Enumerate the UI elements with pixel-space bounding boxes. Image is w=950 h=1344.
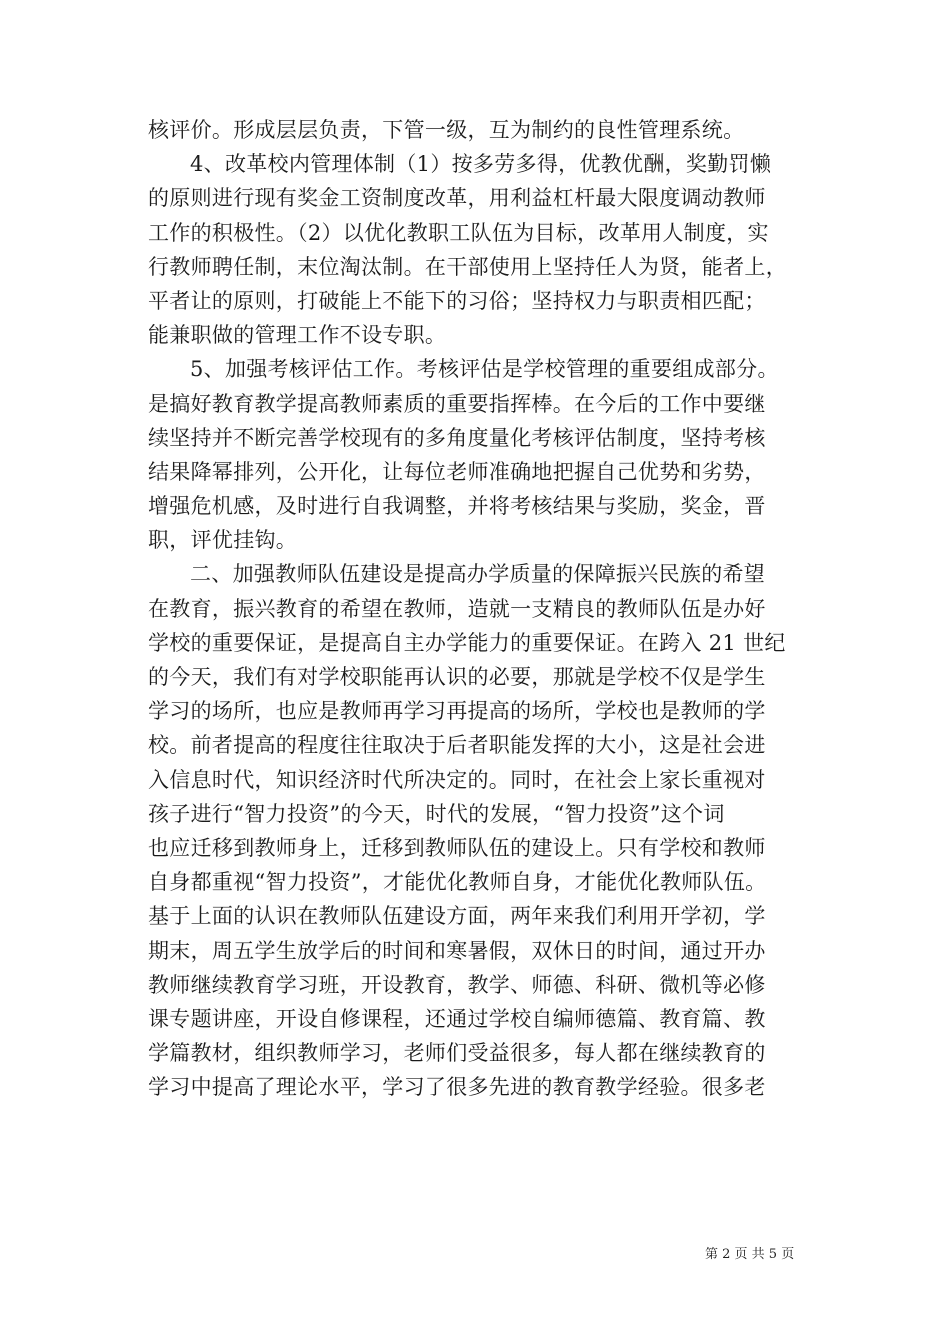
text-line: 职，评优挂钩。 (148, 528, 298, 553)
text-line: 学习中提高了理论水平，学习了很多先进的教育教学经验。很多老 (148, 1075, 766, 1100)
text-line: 基于上面的认识在教师队伍建设方面，两年来我们利用开学初，学 (148, 904, 766, 929)
text-line: 校。前者提高的程度往往取决于后者职能发挥的大小，这是社会进 (148, 733, 766, 758)
text-line: 4、改革校内管理体制（1）按多劳多得，优教优酬，奖勤罚懒 (190, 152, 772, 177)
text-line: 5、加强考核评估工作。考核评估是学校管理的重要组成部分。 (190, 357, 779, 382)
text-line: 平者让的原则，打破能上不能下的习俗；坚持权力与职责相匹配； (148, 288, 766, 313)
text-line: 教师继续教育学习班，开设教育，教学、师德、科研、微机等必修 (148, 972, 766, 997)
text-line: 是搞好教育教学提高教师素质的重要指挥棒。在今后的工作中要继 (148, 391, 766, 416)
page-number: 第 2 页 共 5 页 (705, 1247, 795, 1262)
text-line: 也应迁移到教师身上，迁移到教师队伍的建设上。只有学校和教师 (148, 835, 766, 860)
text-line: 学篇教材，组织教师学习，老师们受益很多，每人都在继续教育的 (148, 1041, 766, 1066)
text-line: 学校的重要保证，是提高自主办学能力的重要保证。在跨入 21 世纪 (148, 630, 786, 655)
text-line: 自身都重视“智力投资”，才能优化教师自身，才能优化教师队伍。 (148, 870, 767, 895)
text-line: 核评价。形成层层负责，下管一级，互为制约的良性管理系统。 (148, 118, 745, 142)
text-line: 增强危机感，及时进行自我调整，并将考核结果与奖励，奖金，晋 (148, 494, 766, 519)
text-line: 课专题讲座，开设自修课程，还通过学校自编师德篇、教育篇、教 (148, 1006, 766, 1031)
document-body (148, 113, 816, 1104)
text-line: 能兼职做的管理工作不设专职。 (148, 323, 447, 348)
text-line: 入信息时代，知识经济时代所决定的。同时，在社会上家长重视对 (148, 767, 766, 792)
text-line: 行教师聘任制，末位淘汰制。在干部使用上坚持任人为贤，能者上， (148, 254, 787, 279)
text-line: 学习的场所，也应是教师再学习再提高的场所，学校也是教师的学 (148, 699, 766, 724)
text-line: 的今天，我们有对学校职能再认识的必要，那就是学校不仅是学生 (148, 665, 766, 689)
text-line: 的原则进行现有奖金工资制度改革，用利益杠杆最大限度调动教师 (148, 186, 766, 211)
text-line: 结果降幂排列，公开化，让每位老师准确地把握自己优势和劣势， (148, 459, 766, 484)
text-line: 续坚持并不断完善学校现有的多角度量化考核评估制度，坚持考核 (148, 425, 766, 450)
text-line: 孩子进行“智力投资”的今天，时代的发展，“智力投资”这个词 (148, 801, 725, 826)
text-line: 工作的积极性。（2）以优化教职工队伍为目标，改革用人制度，实 (148, 220, 769, 245)
text-line: 在教育，振兴教育的希望在教师，造就一支精良的教师队伍是办好 (148, 596, 766, 621)
text-line: 二、加强教师队伍建设是提高办学质量的保障振兴民族的希望 (190, 562, 766, 587)
text-line: 期末，周五学生放学后的时间和寒暑假，双休日的时间，通过开办 (148, 938, 766, 963)
